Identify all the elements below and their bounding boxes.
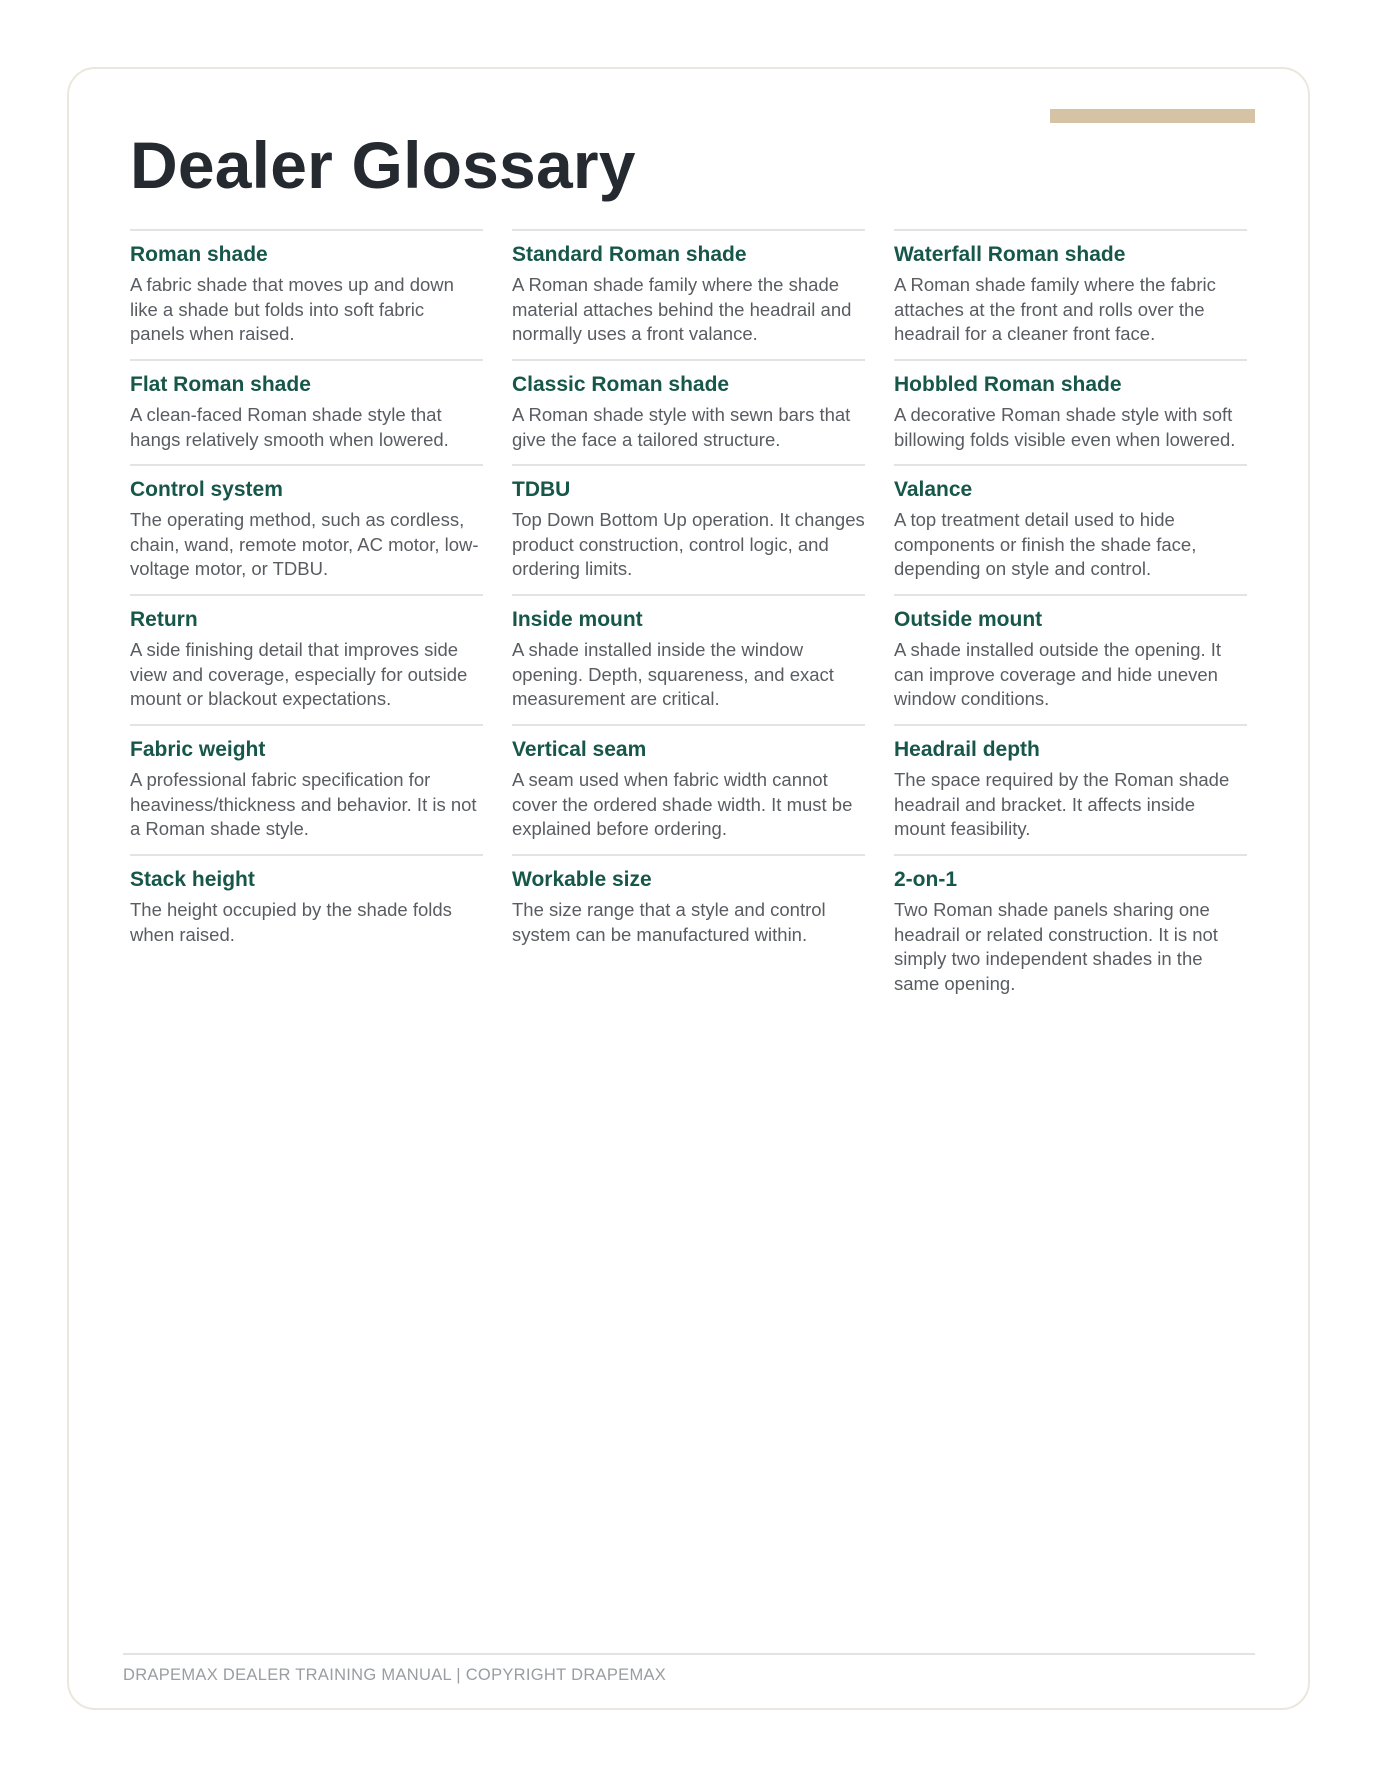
term-heading: Hobbled Roman shade — [894, 373, 1122, 396]
term-definition: A fabric shade that moves up and down like a shade but folds into soft fabric panels when raised. — [130, 274, 454, 345]
term-heading: Inside mount — [512, 608, 643, 631]
term-heading: Headrail depth — [894, 738, 1040, 761]
term-definition: A top treatment detail used to hide components or finish the shade face, depending on style and control. — [894, 509, 1197, 580]
glossary-grid — [130, 229, 1253, 1004]
term-heading: Fabric weight — [130, 738, 266, 761]
accent-bar — [1050, 109, 1255, 123]
term-definition: A Roman shade family where the fabric attaches at the front and rolls over the headrail for a cleaner front face. — [894, 274, 1216, 345]
page-title: Dealer Glossary — [130, 128, 636, 202]
term-heading: Workable size — [512, 868, 652, 891]
term-definition: A clean-faced Roman shade style that hangs relatively smooth when lowered. — [130, 404, 449, 450]
term-definition: Two Roman shade panels sharing one headrail or related construction. It is not simply two independent shades in the same opening. — [894, 899, 1218, 994]
term-heading: Valance — [894, 478, 973, 501]
term-heading: Outside mount — [894, 608, 1043, 631]
term-definition: A seam used when fabric width cannot cover the ordered shade width. It must be explained before ordering. — [512, 769, 853, 840]
term-heading: TDBU — [512, 478, 571, 501]
term-definition: A Roman shade style with sewn bars that give the face a tailored structure. — [512, 404, 851, 450]
glossary-entry — [512, 229, 865, 359]
term-definition: A professional fabric specification for heaviness/thickness and behavior. It is not a Roman shade style. — [130, 769, 477, 840]
term-heading: Stack height — [130, 868, 255, 891]
glossary-entry — [512, 464, 865, 594]
term-heading: Standard Roman shade — [512, 243, 747, 266]
term-definition: A decorative Roman shade style with soft billowing folds visible even when lowered. — [894, 404, 1236, 450]
glossary-entry — [894, 854, 1247, 1004]
glossary-entry — [894, 464, 1247, 594]
term-heading: Roman shade — [130, 243, 268, 266]
glossary-entry — [130, 359, 483, 464]
term-heading: 2-on-1 — [894, 868, 957, 891]
term-definition: A side finishing detail that improves side view and coverage, especially for outside mount or blackout expectations. — [130, 639, 468, 710]
term-heading: Control system — [130, 478, 283, 501]
term-definition: The size range that a style and control system can be manufactured within. — [512, 899, 826, 945]
term-heading: Flat Roman shade — [130, 373, 311, 396]
page-card — [67, 67, 1310, 1710]
glossary-entry — [130, 594, 483, 724]
term-definition: A shade installed inside the window opening. Depth, squareness, and exact measurement are critical. — [512, 639, 834, 710]
glossary-entry — [894, 359, 1247, 464]
term-definition: Top Down Bottom Up operation. It changes product construction, control logic, and ordering limits. — [512, 509, 865, 580]
glossary-entry — [512, 359, 865, 464]
footer-divider — [123, 1653, 1255, 1655]
glossary-entry — [130, 229, 483, 359]
glossary-entry — [130, 724, 483, 854]
glossary-entry — [894, 724, 1247, 854]
glossary-entry — [512, 854, 865, 1004]
term-definition: The height occupied by the shade folds when raised. — [130, 899, 452, 945]
term-heading: Vertical seam — [512, 738, 647, 761]
glossary-entry — [512, 724, 865, 854]
glossary-entry — [512, 594, 865, 724]
term-definition: The space required by the Roman shade headrail and bracket. It affects inside mount feasibility. — [894, 769, 1230, 840]
term-heading: Return — [130, 608, 198, 631]
term-definition: The operating method, such as cordless, chain, wand, remote motor, AC motor, low-voltage motor, or TDBU. — [130, 509, 479, 580]
glossary-entry — [130, 464, 483, 594]
glossary-entry — [894, 594, 1247, 724]
term-heading: Waterfall Roman shade — [894, 243, 1126, 266]
term-heading: Classic Roman shade — [512, 373, 730, 396]
glossary-entry — [894, 229, 1247, 359]
term-definition: A shade installed outside the opening. It can improve coverage and hide uneven window conditions. — [894, 639, 1222, 710]
footer-text: DRAPEMAX DEALER TRAINING MANUAL | COPYRIGHT DRAPEMAX — [123, 1666, 667, 1684]
term-definition: A Roman shade family where the shade material attaches behind the headrail and normally uses a front valance. — [512, 274, 852, 345]
glossary-entry — [130, 854, 483, 1004]
